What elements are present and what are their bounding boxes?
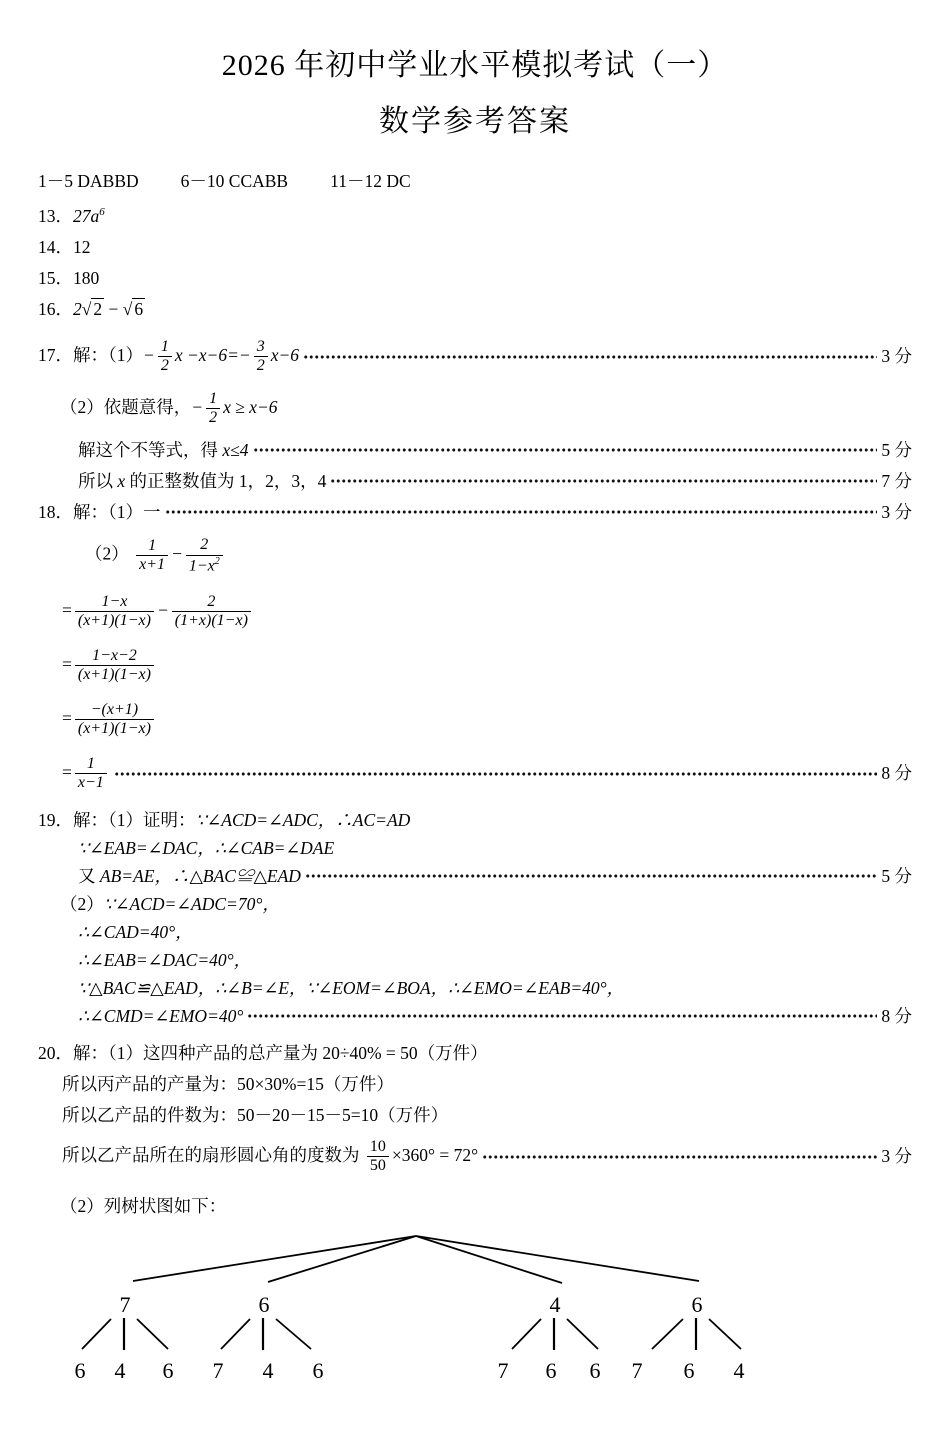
q18-step3-expression — [62, 647, 157, 685]
tree-leaf: 6 — [589, 1357, 601, 1383]
dotted-leader — [305, 870, 877, 882]
q20-part2-label-row — [60, 1191, 912, 1222]
page-title: 2026 年初中学业水平模拟考试（一） — [221, 49, 729, 82]
q18-part1-text — [38, 497, 161, 528]
q18-step1-expression — [85, 536, 226, 575]
q18-step4-expression — [62, 701, 157, 739]
q19-line8-row — [78, 1002, 912, 1030]
denominator: 2 — [254, 356, 268, 375]
q19-line4-math: ∵∠ACD=∠ADC=70°， — [103, 893, 280, 914]
q17-part1-expression — [38, 338, 299, 376]
equals-sign: = — [62, 653, 72, 674]
mcq-group-11-12: 11－12 DC — [330, 171, 411, 191]
fraction — [75, 701, 154, 739]
tree-node: 7 — [119, 1291, 131, 1317]
q18-label: 18．解：（1） — [38, 501, 143, 522]
numerator: 1 — [148, 536, 157, 554]
tree-leaf: 6 — [162, 1357, 174, 1383]
q19-part2-label: （2） — [60, 893, 104, 914]
denominator: (x+1)(1−x) — [75, 665, 154, 684]
fraction — [75, 647, 154, 685]
tree-leaf: 6 — [545, 1357, 557, 1383]
tree-branch — [276, 1319, 311, 1349]
q20-line2-row — [62, 1069, 912, 1100]
fraction — [75, 755, 107, 793]
radical — [82, 298, 104, 319]
tree-branch — [221, 1319, 250, 1349]
tree-root-branch — [133, 1236, 416, 1281]
q16-answer-row — [38, 294, 912, 325]
q18-step1-row — [85, 528, 912, 584]
fraction — [172, 593, 251, 631]
denominator: (x+1)(1−x) — [75, 719, 154, 738]
q20-line3-pre: 所以乙产品的件数为： — [62, 1104, 237, 1125]
mcq-group-1-5: 1－5 DABBD — [38, 171, 139, 191]
q17-part4-score: 7 分 — [881, 470, 912, 491]
q19-line6-math: ∴∠EAB=∠DAC=40°， — [78, 949, 252, 970]
denominator-base: 1−x — [188, 556, 215, 574]
q18-step2-row — [62, 584, 912, 640]
q16-answer — [38, 294, 145, 325]
denominator-exponent: 2 — [214, 555, 220, 567]
q20-line1-row — [38, 1038, 912, 1069]
radical-sign: √ — [81, 298, 92, 319]
q13-exponent: 6 — [99, 206, 105, 218]
fraction — [158, 338, 172, 376]
tree-branch — [709, 1319, 741, 1349]
numerator: 1 — [209, 389, 218, 407]
tree-branch — [137, 1319, 168, 1349]
q19-line7-row — [78, 974, 912, 1002]
tree-leaf: 4 — [114, 1357, 126, 1383]
equals-sign: = — [62, 761, 72, 782]
q18-step3-row — [62, 640, 912, 692]
tree-leaf: 6 — [74, 1357, 86, 1383]
q20-line3-math: 50－20－15－5=10 — [237, 1104, 379, 1125]
q19-line5-math: ∴∠CAD=40°， — [78, 921, 193, 942]
q19-line3 — [78, 862, 301, 890]
page-subtitle: 数学参考答案 — [379, 105, 571, 138]
dotted-leader — [247, 1010, 877, 1022]
dotted-leader — [482, 1151, 877, 1163]
q19-line3-row — [78, 862, 912, 890]
q16-label: 16． — [38, 298, 73, 319]
q19-line2-math: ∵∠EAB=∠DAC，∴∠CAB=∠DAE — [78, 837, 335, 858]
q20-part1-score: 3 分 — [881, 1146, 912, 1167]
q20-line1-post: （万件） — [417, 1042, 488, 1063]
q18-part2-label: （2） — [85, 543, 129, 564]
q19-line5-row — [78, 918, 912, 946]
numerator: −(x+1) — [90, 700, 139, 718]
dotted-leader — [253, 444, 878, 456]
q17-part2-label: （2）依题意得， — [60, 396, 192, 417]
q20-line3-post: （万件） — [378, 1104, 449, 1125]
q20-line3-row — [62, 1100, 912, 1131]
q18-part1-score: 3 分 — [881, 501, 912, 522]
equation-tail: x−6 — [270, 344, 300, 365]
dotted-leader — [330, 475, 877, 487]
q17-part3-math: x≤4 — [222, 439, 249, 460]
radical-sign: √ — [122, 298, 133, 319]
q20-line4 — [62, 1138, 478, 1176]
tree-leaf: 7 — [212, 1357, 224, 1383]
q14-answer: 14．12 — [38, 236, 91, 257]
answer-sheet-page — [0, 46, 950, 1434]
numerator: 2 — [200, 536, 209, 554]
q13-answer — [38, 197, 105, 232]
q20-line1-math: 20÷40% = 50 — [322, 1042, 418, 1063]
fraction — [206, 390, 220, 428]
q19-line1 — [38, 806, 410, 834]
tree-node: 6 — [258, 1291, 270, 1317]
q19-line3-pre: 又 — [78, 865, 100, 886]
tree-branch — [82, 1319, 111, 1349]
q17-part3-pre: 解这个不等式，得 — [78, 439, 223, 460]
q20-line4-row — [62, 1131, 912, 1183]
q20-line4-pre: 所以乙产品所在的扇形圆心角的度数为 — [62, 1144, 364, 1165]
tree-leaf: 4 — [262, 1357, 274, 1383]
q13-value: 27a — [73, 205, 100, 226]
q19-line3-math: AB=AE，∴△BAC≌△EAD — [99, 865, 301, 886]
q19-line7-math: ∵△BAC≌△EAD，∴∠B=∠E，∵∠EOM=∠BOA，∴∠EMO=∠EAB=40°， — [78, 977, 625, 998]
q18-step5-row — [62, 748, 912, 800]
fraction — [136, 537, 168, 575]
q20-part2-label: （2）列树状图如下： — [60, 1195, 227, 1216]
q17-part3-text — [78, 435, 249, 466]
q17-part4-pre: 所以 — [78, 470, 118, 491]
minus-sign: − — [108, 298, 119, 319]
dotted-leader — [303, 351, 877, 363]
q18-step4-row — [62, 692, 912, 748]
q17-part3-row — [78, 435, 912, 466]
q17-part4-text — [78, 466, 326, 497]
fraction — [254, 338, 268, 376]
q19-line4-row — [60, 890, 912, 918]
numerator: 1−x — [101, 592, 128, 610]
tree-root-branch — [416, 1236, 699, 1281]
equals-sign: = — [62, 599, 72, 620]
equation-middle: x −x−6=− — [174, 344, 251, 365]
q20-line2-pre: 所以丙产品的产量为： — [62, 1073, 237, 1094]
radical — [123, 298, 145, 319]
minus-sign: − — [171, 543, 183, 564]
numerator: 1 — [160, 337, 169, 355]
q17-part3-score: 5 分 — [881, 439, 912, 460]
q17-part1-score: 3 分 — [881, 346, 912, 367]
equals-sign: = — [62, 707, 72, 728]
inequality-tail: x ≥ x−6 — [223, 396, 278, 417]
q18-step5-expression — [62, 755, 110, 793]
fraction — [367, 1138, 389, 1176]
tree-leaf: 6 — [683, 1357, 695, 1383]
q15-answer: 15．180 — [38, 267, 100, 288]
tree-leaf: 7 — [631, 1357, 643, 1383]
q13-label: 13． — [38, 205, 73, 226]
tree-diagram — [38, 1226, 912, 1394]
fraction — [75, 593, 154, 631]
tree-node: 6 — [691, 1291, 703, 1317]
q17-part4-row — [78, 466, 912, 497]
fraction — [186, 536, 223, 575]
tree-leaf: 7 — [497, 1357, 509, 1383]
denominator: 2 — [206, 408, 220, 427]
q20-line3 — [62, 1100, 448, 1131]
q18-part1-row — [38, 497, 912, 528]
numerator: 1 — [86, 754, 95, 772]
q19-line1-math: ∵∠ACD=∠ADC，∴AC=AD — [195, 809, 411, 830]
numerator: 2 — [207, 592, 216, 610]
q20-line1 — [38, 1038, 488, 1069]
q20-line2 — [62, 1069, 394, 1100]
tree-branch — [512, 1319, 541, 1349]
denominator — [186, 555, 223, 576]
denominator: x+1 — [136, 555, 168, 574]
numerator: 10 — [369, 1137, 386, 1155]
q17-part2-row — [60, 383, 912, 435]
q18-step2-expression — [62, 593, 254, 631]
multiple-choice-answers — [38, 166, 912, 197]
q17-part4-math: x — [117, 470, 126, 491]
tree-root-branch — [268, 1236, 416, 1282]
q19-label: 19．解：（1）证明： — [38, 809, 196, 830]
q20-line2-math: 50×30%=15 — [237, 1073, 324, 1094]
q20-line1-pre: 20．解：（1）这四种产品的总产量为 — [38, 1042, 323, 1063]
q17-part2-expression — [60, 390, 278, 428]
q15-answer-row — [38, 263, 912, 294]
tree-root-branch — [416, 1236, 562, 1283]
tree-leaf: 4 — [733, 1357, 745, 1383]
q17-label: 17．解：（1） — [38, 344, 143, 365]
q20-line2-post: （万件） — [323, 1073, 394, 1094]
denominator: x−1 — [75, 773, 107, 792]
q18-score: 8 分 — [881, 763, 912, 784]
q17-part1-row — [38, 331, 912, 383]
q13-answer-row — [38, 197, 912, 232]
tree-node: 4 — [549, 1291, 561, 1317]
q19-line4 — [60, 890, 280, 918]
minus-sign: − — [156, 599, 169, 620]
negative-sign: − — [191, 396, 204, 417]
dotted-leader — [114, 768, 878, 780]
numerator: 1−x−2 — [92, 646, 137, 664]
radicand: 2 — [93, 298, 103, 319]
denominator: 2 — [158, 356, 172, 375]
q19-line8-math: ∴∠CMD=∠EMO=40° — [78, 1005, 244, 1026]
q19-line1-row — [38, 806, 912, 834]
denominator: (x+1)(1−x) — [75, 611, 154, 630]
tree-branch — [652, 1319, 683, 1349]
q19-line6-row — [78, 946, 912, 974]
q19-part1-score: 5 分 — [881, 865, 912, 886]
denominator: (1+x)(1−x) — [172, 611, 251, 630]
tree-leaf: 6 — [312, 1357, 324, 1383]
dotted-leader — [165, 506, 878, 518]
denominator: 50 — [367, 1156, 389, 1175]
numerator: 3 — [256, 337, 265, 355]
q19-line2-row — [78, 834, 912, 862]
q19-part2-score: 8 分 — [881, 1005, 912, 1026]
q20-line4-tail: ×360° = 72° — [391, 1144, 479, 1165]
q17-part4-post: 的正整数值为 1，2，3，4 — [125, 470, 327, 491]
tree-branch — [567, 1319, 598, 1349]
q18-part1-answer: 一 — [143, 501, 161, 522]
radicand: 6 — [134, 298, 144, 319]
mcq-group-6-10: 6－10 CCABB — [180, 171, 289, 191]
q14-answer-row — [38, 232, 912, 263]
q16-coefficient: 2 — [73, 298, 82, 319]
negative-sign: − — [143, 344, 155, 365]
